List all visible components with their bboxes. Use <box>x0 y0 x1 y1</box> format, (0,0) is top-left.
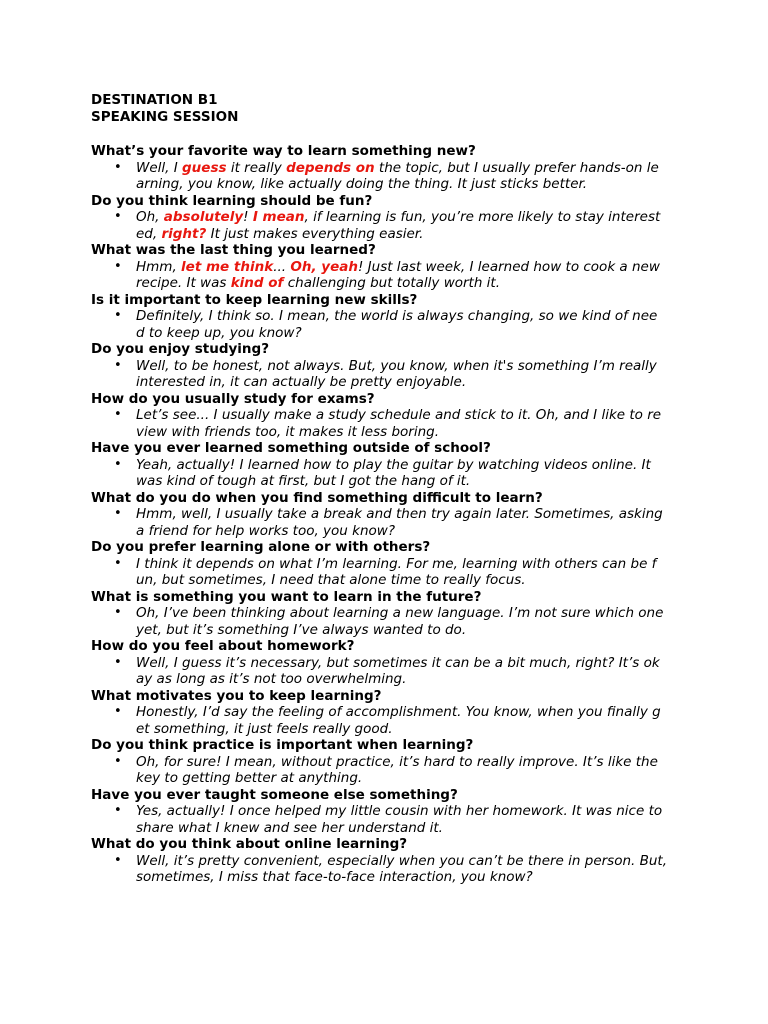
bullet-point: • <box>114 506 122 521</box>
answer-text: ed, <box>136 225 162 242</box>
answer-bullet-item <box>91 803 676 836</box>
answer-text: I think it depends on what I’m learning. For me, learning with others can be f <box>136 555 657 572</box>
answer-bullet-item <box>91 160 676 193</box>
answer-text: Well, it’s pretty convenient, especially when you can’t be there in person. But, <box>136 852 668 869</box>
answer-text: share what I knew and see her understand it. <box>136 819 443 836</box>
question-heading: Have you ever learned something outside of school? <box>91 440 491 456</box>
answer-text: challenging but totally worth it. <box>283 275 501 291</box>
question-heading: What do you think about online learning? <box>91 836 408 852</box>
answer-text: Oh, <box>136 209 164 225</box>
answer-text: Hmm, well, I usually take a break and then try again later. Sometimes, asking <box>136 506 663 522</box>
bullet-point: • <box>114 852 122 868</box>
bullet-point: • <box>114 357 122 373</box>
answer-line <box>136 473 676 490</box>
answer-text: It just makes everything easier. <box>206 225 424 242</box>
question-heading: How do you usually study for exams? <box>91 390 375 407</box>
answer-text: recipe. It was <box>136 275 231 291</box>
answer-line <box>136 523 676 540</box>
highlighted-phrase: right? <box>161 225 207 242</box>
answer-line <box>136 605 676 622</box>
highlighted-phrase: kind of <box>230 275 284 291</box>
answer-line <box>136 754 676 771</box>
question-heading: Do you prefer learning alone or with others? <box>91 539 431 555</box>
bullet-point: • <box>114 456 122 472</box>
answer-bullet-item <box>91 506 676 539</box>
answer-bullet-item <box>91 605 676 638</box>
question-heading: Do you think learning should be fun? <box>91 192 373 209</box>
answer-text: Well, to be honest, not always. But, you know, when it's something I’m really <box>136 357 657 374</box>
answer-line <box>136 622 676 639</box>
answer-text: the topic, but I usually prefer hands-on le <box>374 159 659 176</box>
question-heading: What is something you want to learn in the future? <box>91 588 482 605</box>
answer-line <box>136 325 676 342</box>
answer-bullet-item <box>91 308 676 341</box>
highlighted-phrase: I mean <box>252 209 305 225</box>
question-heading: What motivates you to keep learning? <box>91 687 382 704</box>
answer-line <box>136 869 676 886</box>
answer-line <box>136 358 676 375</box>
answer-line <box>136 853 676 870</box>
answer-text: sometimes, I miss that face-to-face interaction, you know? <box>136 869 533 885</box>
answer-line <box>136 160 676 177</box>
document-page <box>91 92 691 886</box>
answer-line <box>136 671 676 688</box>
answer-text: Definitely, I think so. I mean, the world is always changing, so we kind of nee <box>136 308 658 324</box>
question-heading: What was the last thing you learned? <box>91 242 376 258</box>
highlighted-phrase: depends on <box>286 159 375 176</box>
question-heading: How do you feel about homework? <box>91 638 355 654</box>
bullet-point: • <box>114 407 122 422</box>
title-spacer <box>91 125 691 143</box>
bullet-point: • <box>114 308 122 323</box>
answer-line <box>136 209 676 226</box>
bullet-point: • <box>114 555 122 571</box>
bullet-point: • <box>114 654 122 670</box>
document-title: DESTINATION B1 <box>91 92 218 108</box>
answer-bullet-item <box>91 754 676 787</box>
qa-list <box>91 143 691 886</box>
answer-line <box>136 259 676 276</box>
highlighted-phrase: let me think <box>181 258 274 275</box>
answer-text: view with friends too, it makes it less boring. <box>136 423 440 440</box>
document-subtitle: SPEAKING SESSION <box>91 108 239 125</box>
bullet-point: • <box>114 605 122 620</box>
answer-bullet-item <box>91 407 676 440</box>
question-heading: What’s your favorite way to learn something new? <box>91 143 476 159</box>
answer-text: key to getting better at anything. <box>136 770 363 786</box>
answer-bullet-item <box>91 358 676 391</box>
highlighted-phrase: guess <box>182 159 227 176</box>
question-heading: What do you do when you find something difficult to learn? <box>91 489 543 506</box>
answer-text: ... <box>273 258 291 275</box>
answer-text: it really <box>226 159 287 176</box>
answer-text: Hmm, <box>136 258 182 275</box>
answer-text: et something, it just feels really good. <box>136 720 393 737</box>
question-heading: Is it important to keep learning new skills? <box>91 291 418 308</box>
answer-line <box>136 308 676 325</box>
answer-text: ay as long as it’s not too overwhelming. <box>136 671 407 687</box>
answer-text: , if learning is fun, you’re more likely to stay interest <box>304 209 661 225</box>
answer-line <box>136 655 676 672</box>
answer-line <box>136 803 676 820</box>
answer-line <box>136 820 676 837</box>
answer-text: interested in, it can actually be pretty enjoyable. <box>136 374 467 390</box>
answer-bullet-item <box>91 704 676 737</box>
answer-bullet-item <box>91 209 676 242</box>
bullet-point: • <box>114 803 122 818</box>
answer-line <box>136 226 676 243</box>
answer-line <box>136 704 676 721</box>
answer-line <box>136 176 676 193</box>
answer-text: un, but sometimes, I need that alone time to really focus. <box>136 572 526 588</box>
answer-text: ! <box>243 209 253 225</box>
bullet-point: • <box>114 209 122 224</box>
answer-bullet-item <box>91 556 676 589</box>
bullet-point: • <box>114 159 122 175</box>
answer-line <box>136 506 676 523</box>
answer-line <box>136 275 676 292</box>
answer-text: arning, you know, like actually doing the thing. It just sticks better. <box>136 176 588 192</box>
answer-line <box>136 407 676 424</box>
answer-bullet-item <box>91 853 676 886</box>
answer-text: d to keep up, you know? <box>136 324 302 341</box>
answer-bullet-item <box>91 655 676 688</box>
answer-line <box>136 721 676 738</box>
question-heading: Do you think practice is important when learning? <box>91 737 474 753</box>
answer-text: Oh, I’ve been thinking about learning a new language. I’m not sure which one <box>136 605 664 621</box>
bullet-point: • <box>114 258 122 274</box>
answer-line <box>136 556 676 573</box>
bullet-point: • <box>114 753 122 769</box>
answer-text: Oh, for sure! I mean, without practice, it’s hard to really improve. It’s like the <box>136 753 658 770</box>
answer-text: yet, but it’s something I’ve always wanted to do. <box>136 621 467 638</box>
answer-text: Well, I <box>136 159 183 176</box>
answer-text: Let’s see... I usually make a study schedule and stick to it. Oh, and I like to re <box>136 407 662 423</box>
answer-line <box>136 457 676 474</box>
answer-line <box>136 424 676 441</box>
answer-line <box>136 770 676 787</box>
answer-text: Well, I guess it’s necessary, but sometimes it can be a bit much, right? It’s ok <box>136 654 660 671</box>
answer-text: Honestly, I’d say the feeling of accomplishment. You know, when you finally g <box>136 704 661 720</box>
bullet-point: • <box>114 704 122 719</box>
highlighted-phrase: Oh, yeah <box>290 258 358 275</box>
highlighted-phrase: absolutely <box>163 209 244 225</box>
answer-text: Yeah, actually! I learned how to play the guitar by watching videos online. It <box>136 456 651 473</box>
answer-bullet-item <box>91 259 676 292</box>
answer-text: ! Just last week, I learned how to cook a new <box>357 258 660 275</box>
question-heading: Have you ever taught someone else something? <box>91 786 458 803</box>
answer-bullet-item <box>91 457 676 490</box>
answer-text: was kind of tough at first, but I got the hang of it. <box>136 473 471 489</box>
answer-text: a friend for help works too, you know? <box>136 522 395 539</box>
answer-line <box>136 374 676 391</box>
answer-text: Yes, actually! I once helped my little cousin with her homework. It was nice to <box>136 803 663 819</box>
answer-line <box>136 572 676 589</box>
question-heading: Do you enjoy studying? <box>91 341 270 357</box>
